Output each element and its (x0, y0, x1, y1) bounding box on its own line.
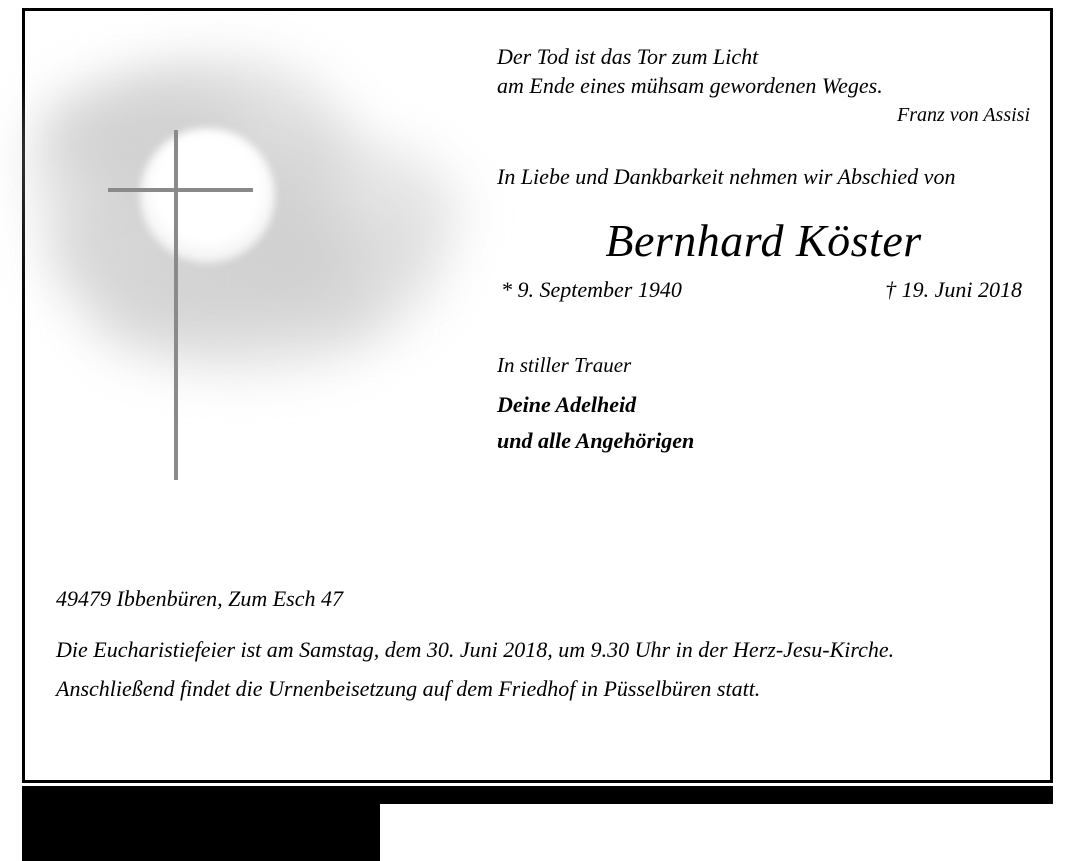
mourning-label: In stiller Trauer (497, 353, 632, 377)
birth-date: * 9. September 1940 (501, 277, 682, 302)
verse-line-2: am Ende eines mühsam gewordenen Weges. (497, 73, 883, 98)
verse-author: Franz von Assisi (897, 104, 1030, 126)
obituary-text-column (497, 42, 1030, 454)
service-info: Die Eucharistiefeier ist am Samstag, dem 30. Juni 2018, um 9.30 Uhr in der Herz-Jesu-Kirche. (56, 637, 895, 662)
mourner-primary: Deine Adelheid (497, 392, 637, 417)
intro-text: In Liebe und Dankbarkeit nehmen wir Abschied von (497, 164, 956, 189)
obituary-footer-text (56, 586, 1028, 702)
verse-line-1: Der Tod ist das Tor zum Licht (497, 44, 759, 69)
cloud-shape (260, 220, 440, 330)
cross-horizontal-bar (108, 188, 253, 192)
light-halo-icon (140, 128, 275, 263)
cross-vertical-bar (174, 130, 178, 480)
footer-black-bar-right (380, 786, 1053, 804)
cross-with-light-icon (30, 20, 490, 490)
deceased-name: Bernhard Köster (605, 215, 922, 266)
address-line: 49479 Ibbenbüren, Zum Esch 47 (56, 586, 343, 611)
mourner-secondary: und alle Angehörigen (497, 428, 695, 453)
cloud-shape (30, 120, 150, 240)
interment-info: Anschließend findet die Urnenbeisetzung auf dem Friedhof in Püsselbüren statt. (56, 676, 761, 701)
death-date: † 19. Juni 2018 (885, 277, 1022, 302)
verse-block (497, 42, 1030, 100)
footer-black-block-left (22, 786, 380, 861)
life-dates (497, 277, 1030, 303)
